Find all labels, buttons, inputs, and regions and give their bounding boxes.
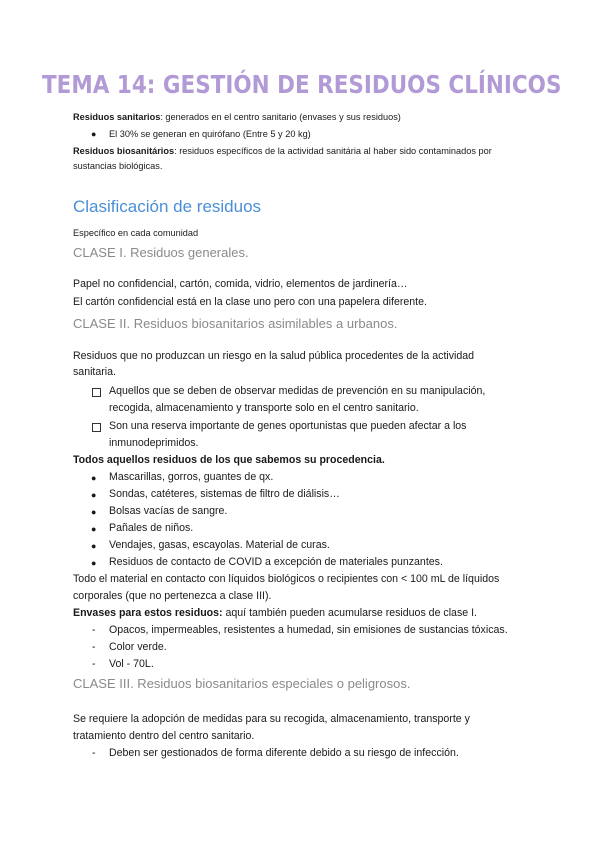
intro-bullet: El 30% se generan en quirófano (Entre 5 y 20 kg): [109, 129, 311, 139]
clase3-heading: CLASE III. Residuos biosanitarios especiales o peligrosos.: [73, 676, 411, 691]
checkbox-icon: [92, 423, 101, 432]
list-item: Pañales de niños.: [109, 522, 194, 534]
check1-line-b: recogida, almacenamiento y transporte solo en el centro sanitario.: [109, 402, 419, 414]
clase2-p2: Todo el material en contacto con líquidos biológicos o recipientes con < 100 mL de líquidos: [73, 573, 500, 585]
list-item: Sondas, catéteres, sistemas de filtro de diálisis…: [109, 488, 340, 500]
envase-item: Color verde.: [109, 641, 167, 653]
check2-line-b: inmunodeprimidos.: [109, 437, 199, 449]
bullet-dot: ●: [91, 524, 97, 534]
dash-marker: -: [92, 747, 96, 759]
list-item: Vendajes, gasas, escayolas. Material de curas.: [109, 539, 330, 551]
section-heading: Clasificación de residuos: [73, 197, 262, 216]
term-residuos-sanitarios: Residuos sanitarios: [73, 112, 161, 122]
page-title: TEMA 14: GESTIÓN DE RESIDUOS CLÍNICOS: [42, 70, 562, 99]
check2-line-a: Son una reserva importante de genes oportunistas que pueden afectar a los: [109, 420, 467, 432]
clase3-p1-cont: tratamiento dentro del centro sanitario.: [73, 730, 255, 742]
bullet-dot: ●: [91, 507, 97, 517]
envases-label: Envases para estos residuos:: [73, 607, 223, 619]
clase2-p2-cont: corporales (que no pertenezca a clase III).: [73, 590, 272, 602]
check1-line-a: Aquellos que se deben de observar medidas de prevención en su manipulación,: [109, 385, 486, 397]
clase1-p1: Papel no confidencial, cartón, comida, vidrio, elementos de jardinería…: [73, 278, 408, 290]
list-item: Residuos de contacto de COVID a excepción de materiales punzantes.: [109, 556, 443, 568]
clase3-p1: Se requiere la adopción de medidas para su recogida, almacenamiento, transporte y: [73, 713, 470, 725]
intro-line-1: Residuos sanitarios: generados en el centro sanitario (envases y sus residuos): [73, 112, 401, 122]
clase1-heading: CLASE I. Residuos generales.: [73, 245, 249, 260]
clase2-heading: CLASE II. Residuos biosanitarios asimilables a urbanos.: [73, 316, 398, 331]
bullet-dot: ●: [91, 129, 97, 139]
bullet-dot: ●: [91, 541, 97, 551]
bullet-dot: ●: [91, 490, 97, 500]
envases-line: Envases para estos residuos: aquí también pueden acumularse residuos de clase I.: [73, 607, 477, 619]
term-residuos-biosanitarios: Residuos biosanitários: [73, 146, 175, 156]
list-item: Mascarillas, gorros, guantes de qx.: [109, 471, 274, 483]
clase2-p1-cont: sanitaria.: [73, 366, 116, 378]
bullet-dot: ●: [91, 473, 97, 483]
checkbox-icon: [92, 388, 101, 397]
section-note: Específico en cada comunidad: [73, 228, 199, 238]
intro-line-2: Residuos biosanitários: residuos específicos de la actividad sanitária al haber sido contaminados por: [73, 146, 492, 156]
clase1-p2: El cartón confidencial está en la clase uno pero con una papelera diferente.: [73, 296, 427, 308]
intro-line-2-cont: sustancias biológicas.: [73, 161, 163, 171]
list-item: Bolsas vacías de sangre.: [109, 505, 228, 517]
dash-marker: -: [92, 641, 96, 653]
clase3-item: Deben ser gestionados de forma diferente debido a su riesgo de infección.: [109, 747, 459, 759]
dash-marker: -: [92, 624, 96, 636]
bullet-dot: ●: [91, 558, 97, 568]
clase2-known: Todos aquellos residuos de los que sabemos su procedencia.: [73, 454, 385, 466]
envase-item: Vol - 70L.: [109, 658, 154, 670]
dash-marker: -: [92, 658, 96, 670]
envase-item: Opacos, impermeables, resistentes a humedad, sin emisiones de sustancias tóxicas.: [109, 624, 508, 636]
clase2-p1: Residuos que no produzcan un riesgo en la salud pública procedentes de la actividad: [73, 350, 475, 362]
